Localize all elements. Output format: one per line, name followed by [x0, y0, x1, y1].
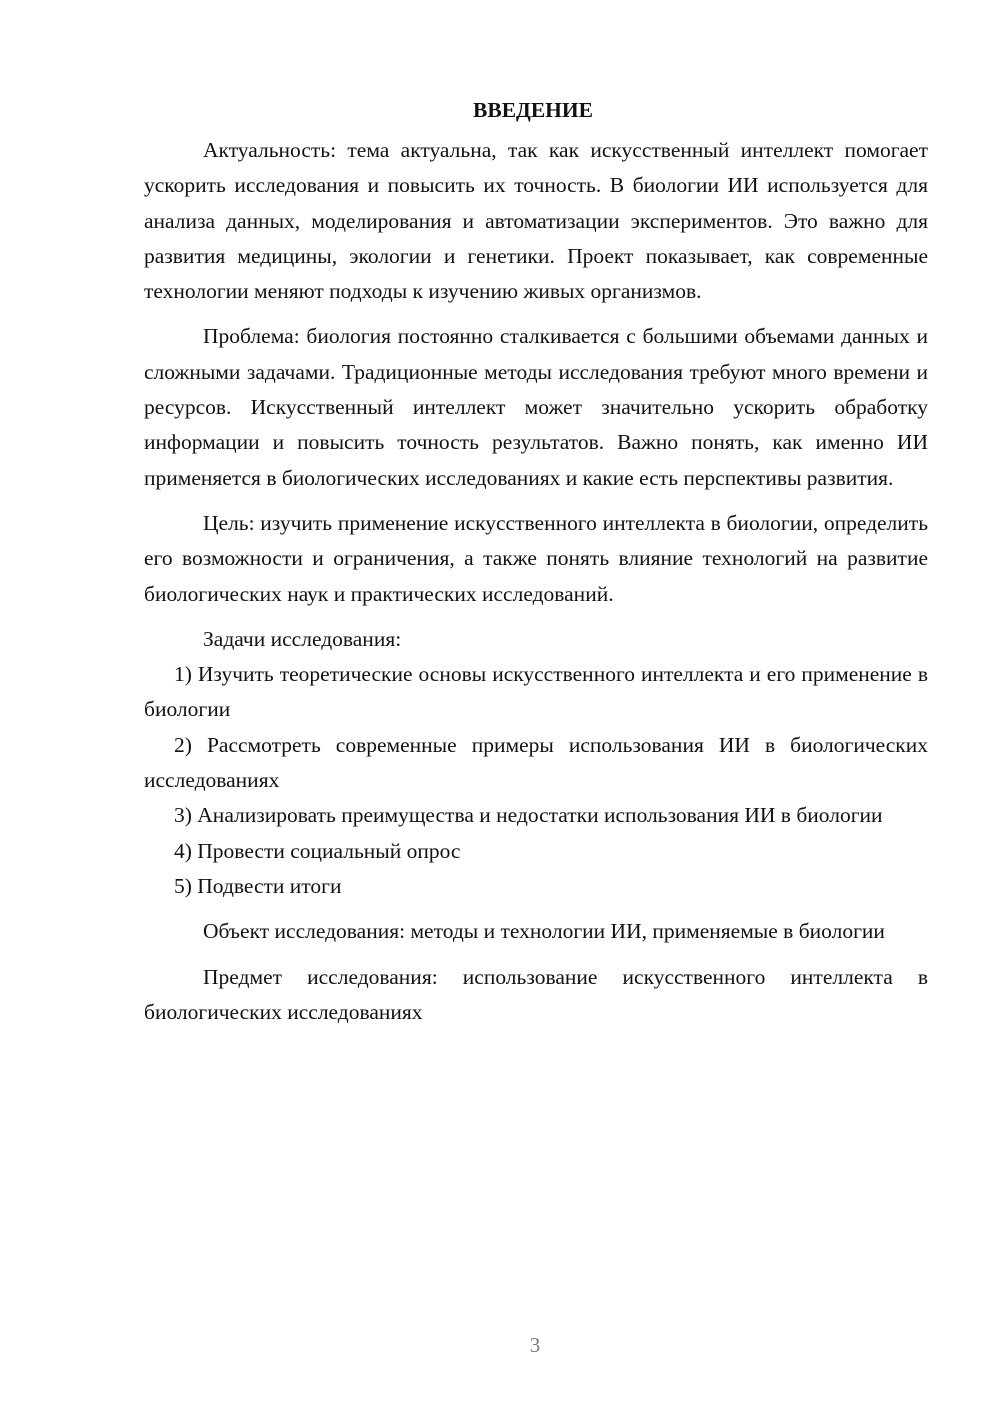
page-number: 3 — [529, 1333, 541, 1357]
task-item-5: 5) Подвести итоги — [174, 873, 342, 898]
paragraph-relevance: Актуальность: тема актуальна, так как искусственный интеллект помогает ускорить исследования и повысить их точность. В биологии ИИ используется для анализа данных, моделирования и автоматизации экспериментов. Это важно для развития медицины, экологии и генетики. Проект показывает, как современные технологии меняют подходы к изучению живых организмов. — [144, 138, 928, 304]
tasks-heading: Задачи исследования: — [203, 626, 402, 651]
task-item-1: 1) Изучить теоретические основы искусственного интеллекта и его применение в биологии — [144, 662, 928, 722]
task-item-3: 3) Анализировать преимущества и недостатки использования ИИ в биологии — [174, 803, 883, 828]
task-item-4: 4) Провести социальный опрос — [174, 838, 461, 863]
paragraph-goal: Цель: изучить применение искусственного интеллекта в биологии, определить его возможности и ограничения, а также понять влияние технологий на развитие биологических наук и практических исследований. — [144, 510, 928, 606]
paragraph-problem: Проблема: биология постоянно сталкивается с большими объемами данных и сложными задачами. Традиционные методы исследования требуют много времени и ресурсов. Искусственный интеллект может значительно ускорить обработку информации и повысить точность результатов. Важно понять, как именно ИИ применяется в биологических исследованиях и какие есть перспективы развития. — [144, 324, 928, 490]
page-title-text: ВВЕДЕНИЕ — [473, 98, 593, 122]
page-content — [144, 92, 928, 1030]
paragraph-subject: Предмет исследования: использование искусственного интеллекта в биологических исследованиях — [144, 964, 928, 1024]
page-title — [144, 92, 928, 128]
task-item-2: 2) Рассмотреть современные примеры использования ИИ в биологических исследованиях — [144, 732, 928, 793]
paragraph-object: Объект исследования: методы и технологии ИИ, применяемые в биологии — [203, 919, 885, 944]
